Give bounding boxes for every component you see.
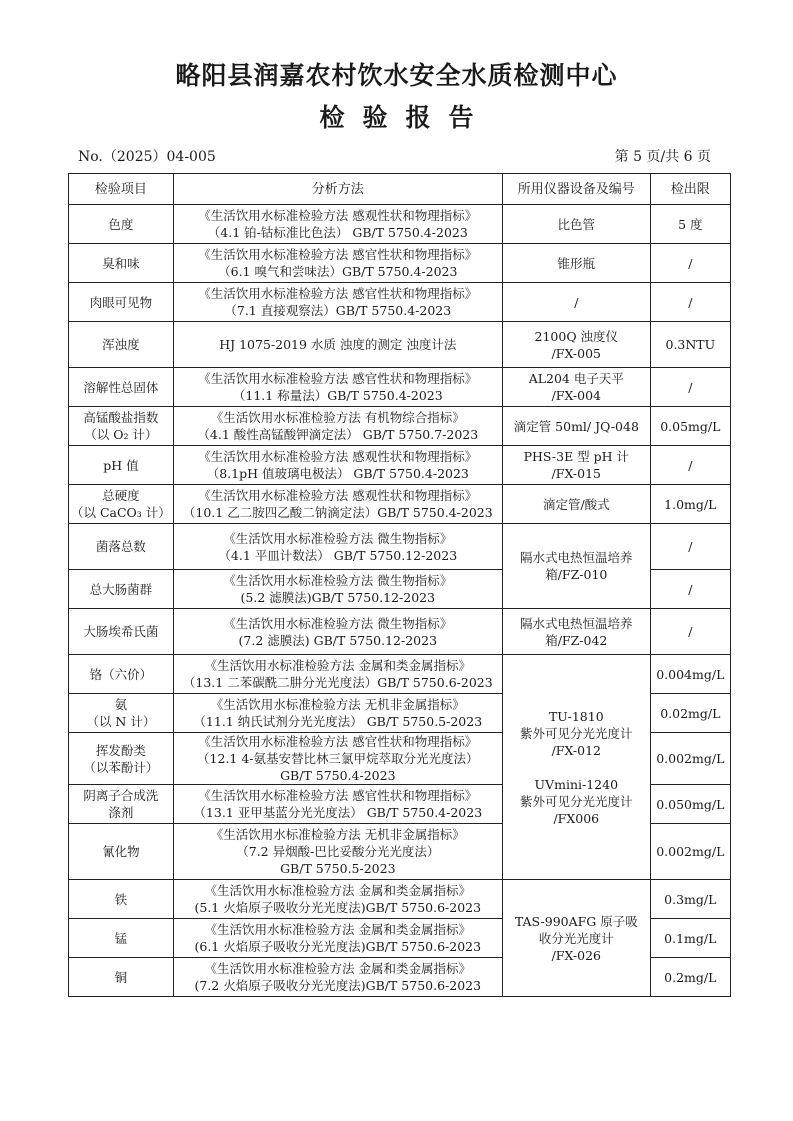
table-body (69, 205, 731, 997)
limit-cell: / (650, 524, 730, 570)
report-number: No.（2025）04-005 (78, 149, 216, 165)
method-cell-line: 《生活饮用水标准检验方法 金属和类金属指标》 (204, 883, 472, 898)
item-cell-line: 大肠埃希氏菌 (83, 624, 159, 639)
limit-cell: / (650, 446, 730, 485)
table-row (69, 446, 731, 485)
method-cell (173, 407, 502, 446)
method-cell (173, 609, 502, 655)
table-row (69, 283, 731, 322)
method-cell-line: （11.1 称量法）GB/T 5750.4-2023 (232, 388, 443, 403)
item-cell (69, 407, 174, 446)
method-cell-line: （7.2 异烟酸-巴比妥酸分光光度法） (236, 844, 440, 859)
item-cell-line: 氰化物 (102, 844, 140, 859)
equipment-cell-line: UVmini-1240 (534, 776, 619, 792)
method-cell-line: （6.1 嗅气和尝味法）GB/T 5750.4-2023 (218, 264, 458, 279)
table-row (69, 368, 731, 407)
limit-cell: 0.02mg/L (650, 694, 730, 733)
equipment-cell-line: /FX-012 (551, 742, 601, 758)
method-cell-line: 《生活饮用水标准检验方法 微生物指标》 (223, 615, 453, 631)
limit-cell: 0.3mg/L (650, 880, 730, 919)
method-cell (173, 958, 502, 997)
method-cell-line: （10.1 乙二胺四乙酸二钠滴定法）GB/T 5750.4-2023 (182, 505, 493, 520)
method-cell-line: （8.1pH 值玻璃电极法） GB/T 5750.4-2023 (206, 466, 469, 481)
limit-cell: 0.2mg/L (650, 958, 730, 997)
item-cell-line: 高锰酸盐指数 (83, 410, 159, 425)
item-cell-line: 锰 (114, 930, 128, 946)
equipment-cell-line: 隔水式电热恒温培养 (520, 550, 633, 565)
table-row (69, 880, 731, 919)
item-cell (69, 485, 174, 524)
equipment-cell (502, 485, 650, 524)
table-row (69, 609, 731, 655)
item-cell (69, 824, 174, 880)
item-cell-line: （以 CaCO₃ 计） (71, 505, 171, 520)
method-cell-line: 《生活饮用水标准检验方法 感观性状和物理指标》 (198, 488, 478, 503)
method-cell-line: (5.2 滤膜法)GB/T 5750.12-2023 (240, 590, 436, 605)
equipment-cell-line: /FX-015 (551, 466, 601, 481)
equipment-cell-line: 箱/FZ-042 (545, 632, 608, 648)
item-cell-line: 涤剂 (108, 805, 134, 820)
equipment-cell-line: / (574, 294, 579, 310)
method-cell (173, 322, 502, 368)
item-cell (69, 322, 174, 368)
limit-cell: 0.05mg/L (650, 407, 730, 446)
limit-cell: 1.0mg/L (650, 485, 730, 524)
method-cell-line: （4.1 酸性高锰酸钾滴定法） GB/T 5750.7-2023 (197, 427, 479, 442)
method-cell-line: (7.2 火焰原子吸收分光光度法)GB/T 5750.6-2023 (194, 978, 482, 993)
equipment-cell-line: TU-1810 (548, 708, 604, 724)
limit-cell: 0.004mg/L (650, 655, 730, 694)
equipment-cell (502, 244, 650, 283)
item-cell-line: （以 N 计） (86, 714, 156, 729)
item-cell-line: 阴离子合成洗 (83, 788, 159, 803)
equipment-cell (502, 407, 650, 446)
method-cell (173, 785, 502, 824)
item-cell (69, 785, 174, 824)
equipment-cell-line: 滴定管 50ml/ JQ-048 (513, 418, 639, 434)
limit-cell: 0.002mg/L (650, 824, 730, 880)
method-cell-line: 《生活饮用水标准检验方法 感官性状和物理指标》 (198, 734, 478, 749)
method-cell (173, 570, 502, 609)
method-cell (173, 283, 502, 322)
method-cell (173, 733, 502, 785)
equipment-cell-line (505, 759, 648, 776)
limit-cell: 5 度 (650, 205, 730, 244)
item-cell-line: 总硬度 (102, 488, 140, 503)
equipment-cell-line: 锥形瓶 (557, 255, 596, 271)
method-cell (173, 919, 502, 958)
method-cell (173, 824, 502, 880)
table-row (69, 524, 731, 570)
method-cell-line: 《生活饮用水标准检验方法 金属和类金属指标》 (204, 658, 472, 673)
method-cell-line: 《生活饮用水标准检验方法 感官性状和物理指标》 (198, 371, 478, 386)
method-cell (173, 446, 502, 485)
method-cell-line: 《生活饮用水标准检验方法 微生物指标》 (223, 530, 453, 546)
method-cell-line: （4.1 平皿计数法） GB/T 5750.12-2023 (218, 547, 458, 563)
method-cell-line: （4.1 铂-钴标准比色法） GB/T 5750.4-2023 (207, 225, 468, 240)
item-cell-line: 挥发酚类 (95, 742, 146, 758)
equipment-cell (502, 655, 650, 880)
item-cell-line: 总大肠菌群 (89, 581, 153, 597)
method-cell-line: （12.1 4-氨基安替比林三氯甲烷萃取分光光度法） (197, 751, 479, 766)
method-cell-line: 《生活饮用水标准检验方法 微生物指标》 (223, 573, 453, 588)
limit-cell: / (650, 244, 730, 283)
inspection-table (68, 173, 731, 997)
equipment-cell-line: /FX-026 (551, 947, 601, 963)
method-cell-line: (7.2 滤膜法) GB/T 5750.12-2023 (238, 632, 438, 648)
limit-cell: 0.050mg/L (650, 785, 730, 824)
equipment-cell-line: /FX-005 (551, 345, 601, 361)
method-cell-line: （7.1 直接观察法）GB/T 5750.4-2023 (224, 303, 452, 318)
table-header-row (69, 174, 731, 205)
item-cell-line: 铜 (114, 969, 128, 985)
equipment-cell-line: PHS-3E 型 pH 计 (523, 449, 630, 464)
table-row (69, 244, 731, 283)
equipment-cell (502, 322, 650, 368)
item-cell-line: 菌落总数 (95, 539, 146, 554)
item-cell (69, 609, 174, 655)
method-cell (173, 485, 502, 524)
item-cell (69, 446, 174, 485)
limit-cell: 0.1mg/L (650, 919, 730, 958)
equipment-cell-line: 隔水式电热恒温培养 (520, 615, 633, 631)
method-cell-line: 《生活饮用水标准检验方法 感官性状和物理指标》 (198, 247, 478, 262)
equipment-cell (502, 283, 650, 322)
equipment-cell-line: 紫外可见分光光度计 (520, 725, 633, 741)
equipment-cell-line: 滴定管/酸式 (542, 496, 610, 512)
method-cell-line: 《生活饮用水标准检验方法 有机物综合指标》 (210, 410, 465, 425)
equipment-cell (502, 880, 650, 997)
method-cell-line: 《生活饮用水标准检验方法 感观性状和物理指标》 (198, 208, 478, 223)
equipment-cell (502, 524, 650, 609)
method-cell (173, 205, 502, 244)
equipment-cell (502, 205, 650, 244)
item-cell (69, 733, 174, 785)
limit-cell: / (650, 570, 730, 609)
equipment-cell-line: AL204 电子天平 (528, 371, 624, 386)
method-cell-line: HJ 1075-2019 水质 浊度的测定 浊度计法 (219, 337, 457, 352)
equipment-cell (502, 368, 650, 407)
method-cell-line: （11.1 纳氏试剂分光光度法） GB/T 5750.5-2023 (193, 714, 483, 729)
method-cell-line: (5.1 火焰原子吸收分光光度法)GB/T 5750.6-2023 (194, 900, 482, 915)
table-row (69, 205, 731, 244)
limit-cell: 0.002mg/L (650, 733, 730, 785)
equipment-cell-line: TAS-990AFG 原子吸 (514, 913, 638, 929)
column-header-method: 分析方法 (173, 174, 502, 205)
table-row (69, 407, 731, 446)
equipment-cell-line: 收分光光度计 (538, 930, 614, 946)
method-cell-line: 《生活饮用水标准检验方法 感官性状和物理指标》 (198, 788, 478, 803)
table-row (69, 485, 731, 524)
equipment-cell (502, 446, 650, 485)
item-cell-line: 铬（六价） (89, 666, 153, 682)
method-cell-line: （13.1 二苯碳酰二肼分光光度法）GB/T 5750.6-2023 (182, 675, 493, 690)
method-cell (173, 244, 502, 283)
item-cell (69, 694, 174, 733)
column-header-limit: 检出限 (650, 174, 730, 205)
limit-cell: 0.3NTU (650, 322, 730, 368)
item-cell-line: 铁 (114, 891, 128, 907)
item-cell (69, 958, 174, 997)
method-cell-line: GB/T 5750.4-2023 (280, 768, 396, 783)
method-cell (173, 655, 502, 694)
item-cell-line: 浑浊度 (102, 337, 140, 352)
report-title: 检验报告 (319, 103, 492, 132)
method-cell-line: GB/T 5750.5-2023 (280, 861, 396, 876)
item-cell-line: 氨 (114, 697, 128, 712)
equipment-cell-line: 2100Q 浊度仪 (534, 328, 619, 344)
column-header-item: 检验项目 (69, 174, 174, 205)
item-cell-line: 肉眼可见物 (89, 294, 153, 310)
item-cell-line: 臭和味 (102, 255, 140, 271)
item-cell-line: （以 O₂ 计） (84, 427, 158, 442)
method-cell-line: 《生活饮用水标准检验方法 金属和类金属指标》 (204, 961, 472, 976)
limit-cell: / (650, 283, 730, 322)
equipment-cell-line: 紫外可见分光光度计 (520, 793, 633, 809)
item-cell (69, 570, 174, 609)
method-cell-line: 《生活饮用水标准检验方法 感观性状和物理指标》 (198, 449, 478, 464)
limit-cell: / (650, 609, 730, 655)
item-cell (69, 655, 174, 694)
equipment-cell-line: /FX-004 (551, 388, 601, 403)
item-cell-line: pH 值 (103, 457, 139, 473)
equipment-cell-line: 箱/FZ-010 (545, 567, 608, 582)
method-cell-line: 《生活饮用水标准检验方法 无机非金属指标》 (210, 697, 465, 712)
equipment-cell-line: /FX006 (553, 810, 600, 826)
method-cell-line: 《生活饮用水标准检验方法 感官性状和物理指标》 (198, 286, 478, 301)
organization-title: 略阳县润嘉农村饮水安全水质检测中心 (175, 61, 618, 90)
method-cell-line: 《生活饮用水标准检验方法 金属和类金属指标》 (204, 922, 472, 937)
item-cell (69, 205, 174, 244)
item-cell-line: 溶解性总固体 (83, 379, 159, 395)
method-cell (173, 524, 502, 570)
method-cell-line: （13.1 亚甲基蓝分光光度法） GB/T 5750.4-2023 (193, 805, 483, 820)
method-cell (173, 880, 502, 919)
item-cell-line: （以苯酚计） (83, 759, 159, 775)
item-cell (69, 283, 174, 322)
method-cell (173, 368, 502, 407)
equipment-cell-line: 比色管 (557, 216, 596, 232)
item-cell (69, 880, 174, 919)
page-indicator: 第 5 页/共 6 页 (614, 149, 711, 165)
item-cell (69, 368, 174, 407)
method-cell-line: 《生活饮用水标准检验方法 无机非金属指标》 (210, 827, 465, 842)
table-row (69, 655, 731, 694)
method-cell-line: (6.1 火焰原子吸收分光光度法)GB/T 5750.6-2023 (194, 939, 482, 954)
method-cell (173, 694, 502, 733)
limit-cell: / (650, 368, 730, 407)
item-cell (69, 524, 174, 570)
item-cell (69, 244, 174, 283)
item-cell-line: 色度 (108, 216, 134, 232)
item-cell (69, 919, 174, 958)
equipment-cell (502, 609, 650, 655)
table-row (69, 322, 731, 368)
column-header-equipment: 所用仪器设备及编号 (502, 174, 650, 205)
